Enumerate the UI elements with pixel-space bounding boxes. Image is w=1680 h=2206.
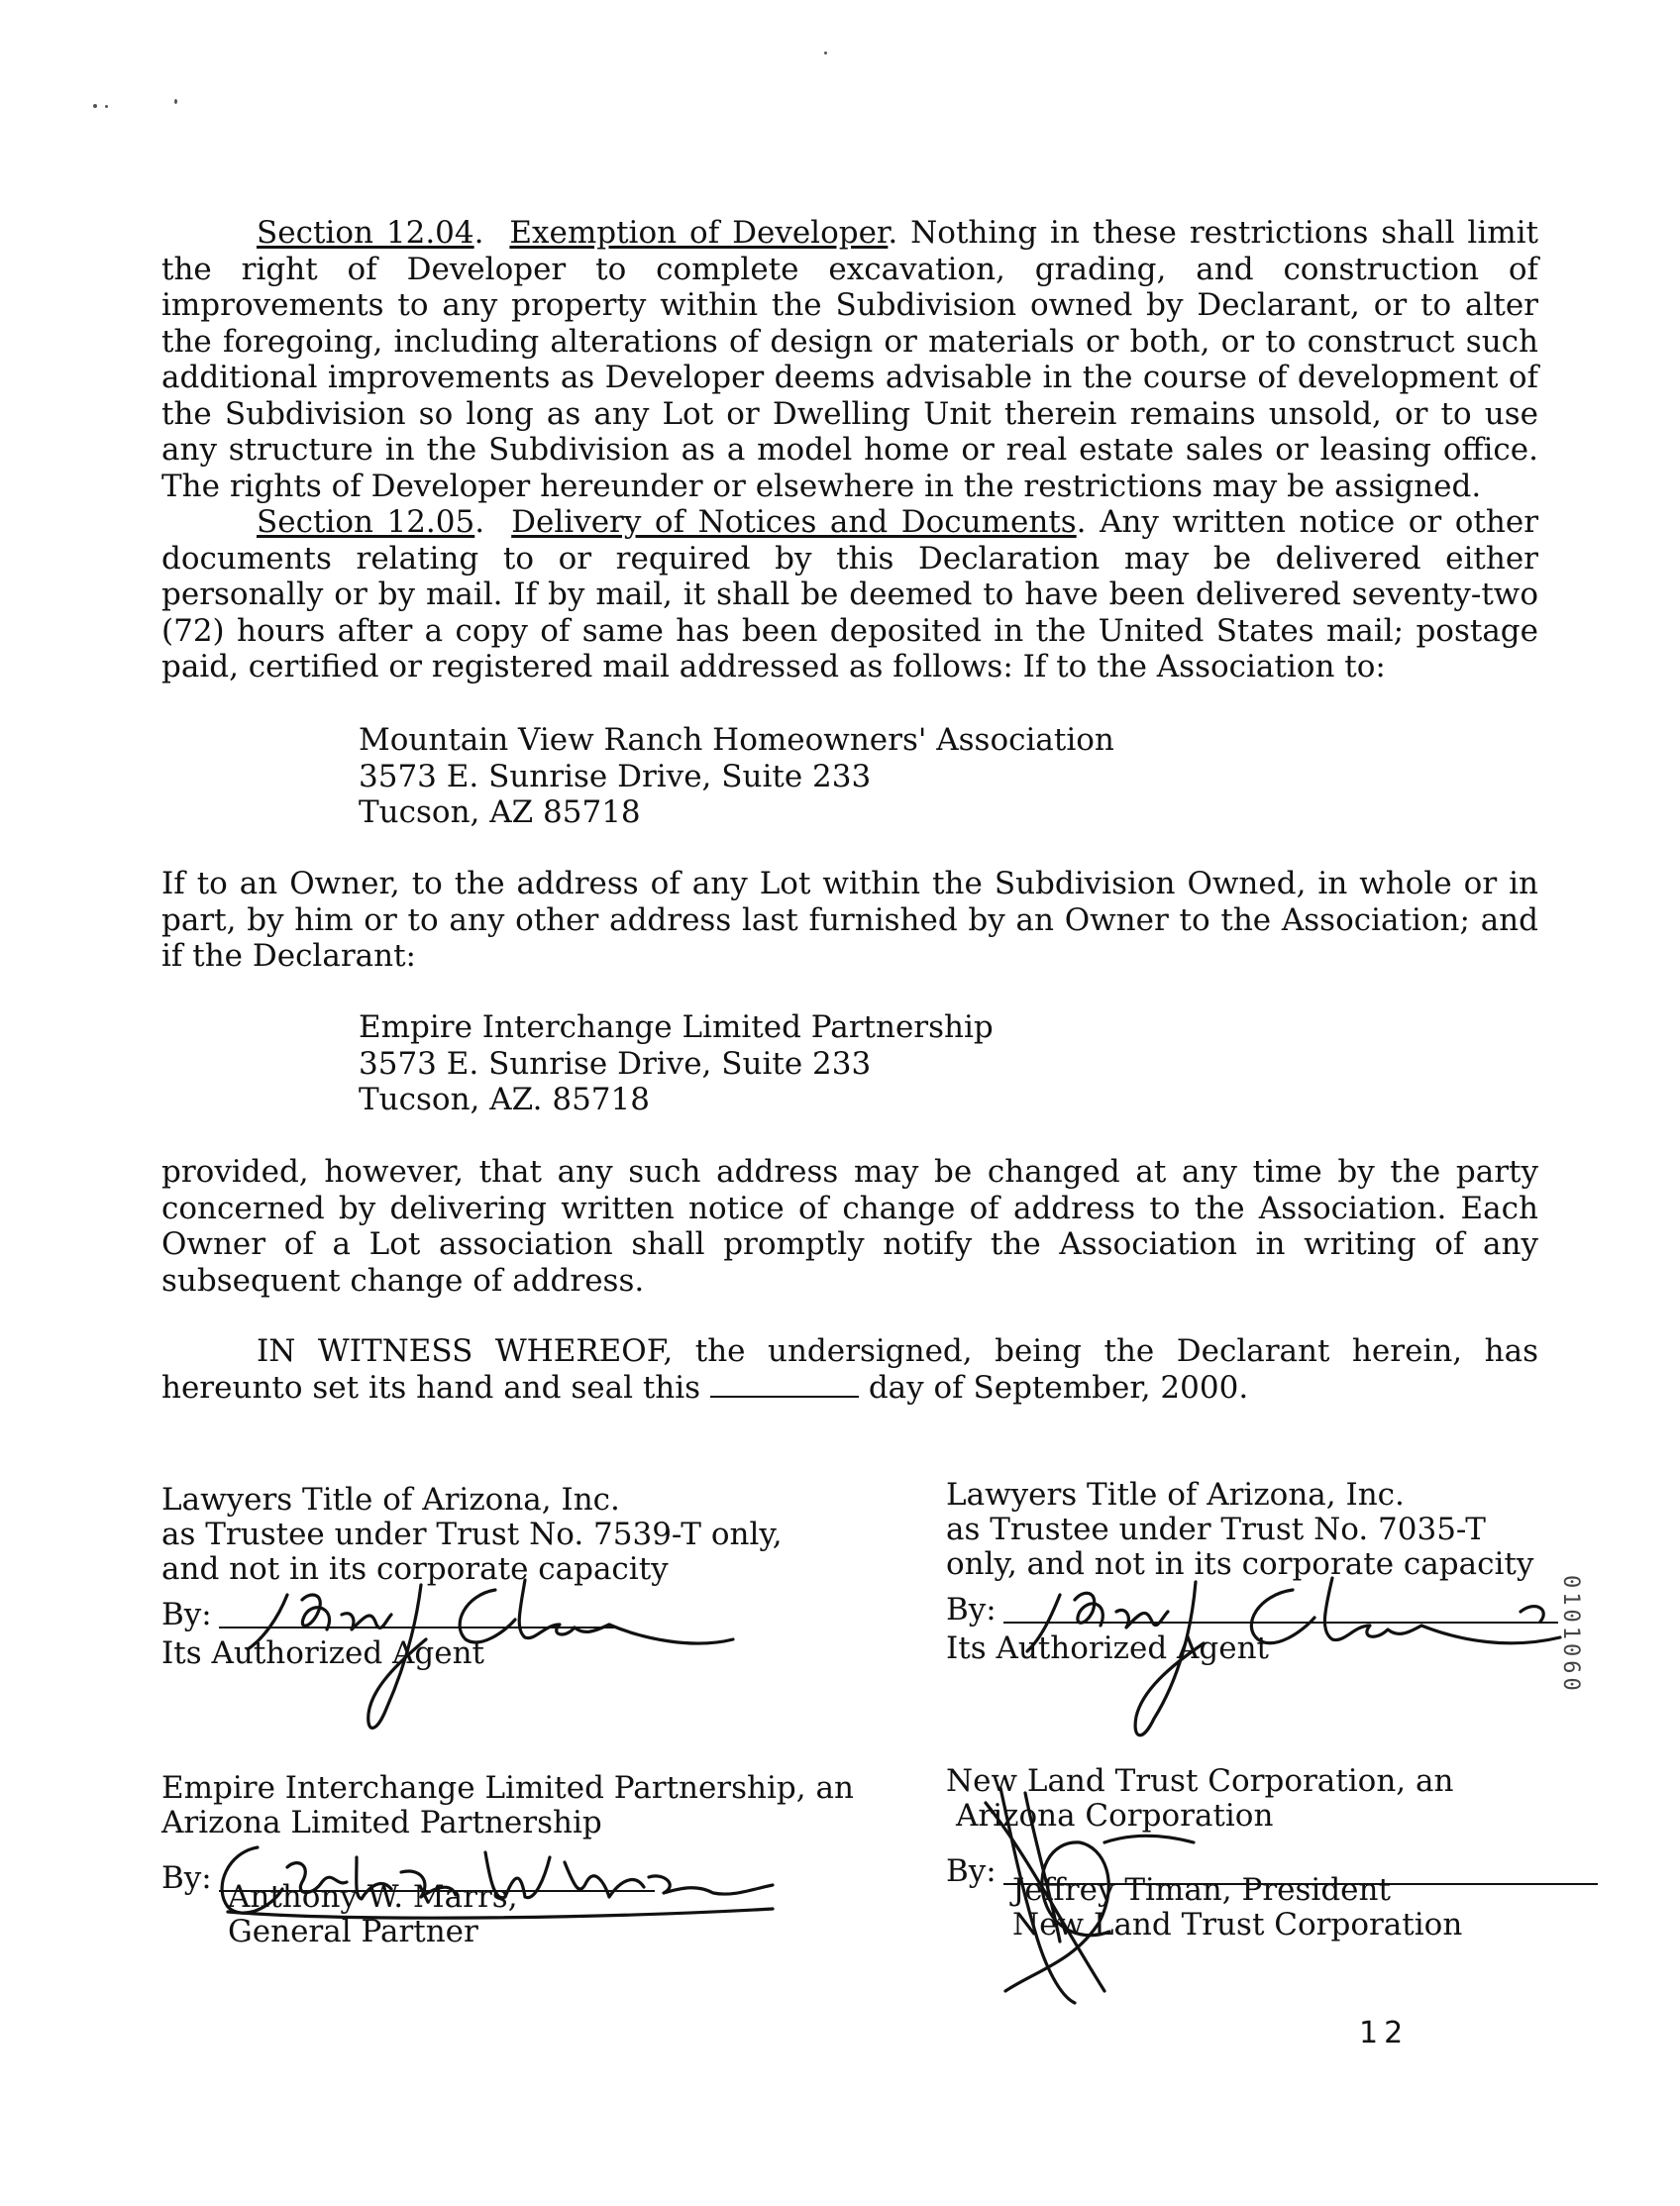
lawyers-title-1-by-label: By: [161,1597,212,1632]
lawyers-title-2-by-label: By: [946,1592,997,1628]
section-12-04-body: Nothing in these restrictions shall limit the right of Developer to complete excavation, grading, and construction of improvements to any property within the Subdivision owned by Declarant, or to alter the foregoing, including alterations of design or materials or both, or to construct such additional improvements as Developer deems advisable in the course of development of the Subdivision so long as any Lot or Dwelling Unit therein remains unsold, or to use any structure in the Subdivision as a model home or real estate sales or leasing office. The rights of Developer hereunder or elsewhere in the restrictions may be assigned. [161,215,1539,504]
section-12-05-body: Any written notice or other documents relating to or required by this Declaration may be delivered either personally or by mail. If by mail, it shall be deemed to have been delivered seventy-two (72) hours after a copy of same has been deposited in the United States mail; postage paid, certified or registered mail addressed as follows: If to the Association to: [161,504,1539,684]
empire-by-label: By: [161,1860,212,1896]
witness-date-text: day of September, 2000. [868,1369,1249,1406]
association-city: Tucson, AZ 85718 [359,794,641,830]
new-land-type: Arizona Corporation [956,1798,1274,1834]
section-12-04-paragraph: Section 12.04. Exemption of Developer. Nothing in these restrictions shall limit the right of Developer to complete excavation, grading, and construction of improvements to any property within the Subdivision owned by Declarant, or to alter the foregoing, including alterations of design or materials or both, or to construct such additional improvements as Developer deems advisable in the course of development of the Subdivision so long as any Lot or Dwelling Unit therein remains unsold, or to use any structure in the Subdivision as a model home or real estate sales or leasing office. The rights of Developer hereunder or elsewhere in the restrictions may be assigned. [161,215,1539,504]
lawyers-title-2-trust: as Trustee under Trust No. 7035-T [946,1512,1486,1547]
new-land-signer-name: Jeffrey Timan, President [1012,1872,1391,1908]
empire-type: Arizona Limited Partnership [161,1805,602,1840]
section-12-04-heading: Section 12.04 [257,215,474,251]
page-number: 12 [1359,2016,1410,2050]
declarant-address-block [359,1009,994,1118]
section-12-04-title: Exemption of Developer [509,215,889,251]
witness-text: IN WITNESS WHEREOF, the undersigned, being the Declarant herein, has hereunto set its hand and seal this [161,1333,1538,1406]
date-blank-line [710,1370,859,1398]
provided-however-paragraph: provided, however, that any such address may be changed at any time by the party concerned by delivering written notice of change of address to the Association. Each Owner of a Lot association shall promptly notify the Association in writing of any subsequent change of address. [161,1154,1538,1299]
section-12-05-title: Delivery of Notices and Documents [511,504,1077,540]
lawyers-title-2-capacity: only, and not in its corporate capacity [946,1546,1534,1582]
lawyers-title-2-name: Lawyers Title of Arizona, Inc. [946,1477,1405,1513]
declarant-street: 3573 E. Sunrise Drive, Suite 233 [359,1045,872,1082]
scan-speck [93,104,97,108]
lawyers-title-1-capacity: and not in its corporate capacity [161,1551,669,1587]
handwritten-signature-anthony-marrs [198,1828,792,1937]
lawyers-title-1-trust: as Trustee under Trust No. 7539-T only, [161,1517,783,1552]
association-address-block [359,722,1114,831]
handwritten-signature-jeffrey-timan [966,1773,1213,2011]
lawyers-title-2-role: Its Authorized Agent [946,1630,1270,1666]
handwritten-signature-lawyers-title-1 [218,1570,773,1738]
handwritten-signature-lawyers-title-2 [1005,1560,1590,1758]
scan-speck [174,99,177,104]
lawyers-title-1-role: Its Authorized Agent [161,1635,485,1671]
empire-name: Empire Interchange Limited Partnership, an [161,1770,854,1806]
association-street: 3573 E. Sunrise Drive, Suite 233 [359,758,872,794]
new-land-name: New Land Trust Corporation, an [946,1763,1454,1799]
association-name: Mountain View Ranch Homeowners' Association [359,722,1114,758]
bates-stamp: 0101060 [1558,1575,1583,1695]
empire-signer-role: General Partner [228,1914,478,1949]
new-land-signer-role: New Land Trust Corporation [1012,1907,1463,1943]
scan-speck [105,105,108,108]
declarant-name: Empire Interchange Limited Partnership [359,1009,994,1045]
declarant-city: Tucson, AZ. 85718 [359,1082,650,1117]
section-12-05-heading: Section 12.05 [257,504,475,540]
owner-address-paragraph: If to an Owner, to the address of any Lot within the Subdivision Owned, in whole or in part, by him or to any other address last furnished by an Owner to the Association; and if the Declarant: [161,866,1538,974]
scan-speck [824,52,827,54]
section-12-05-paragraph: Section 12.05. Delivery of Notices and Documents. Any written notice or other documents relating to or required by this Declaration may be delivered either personally or by mail. If by mail, it shall be deemed to have been delivered seventy-two (72) hours after a copy of same has been deposited in the United States mail; postage paid, certified or registered mail addressed as follows: If to the Association to: [161,504,1539,684]
new-land-by-label: By: [946,1853,997,1889]
lawyers-title-1-name: Lawyers Title of Arizona, Inc. [161,1482,620,1518]
empire-signer-name: Anthony W. Marrs, [228,1879,518,1915]
witness-paragraph [161,1333,1538,1406]
